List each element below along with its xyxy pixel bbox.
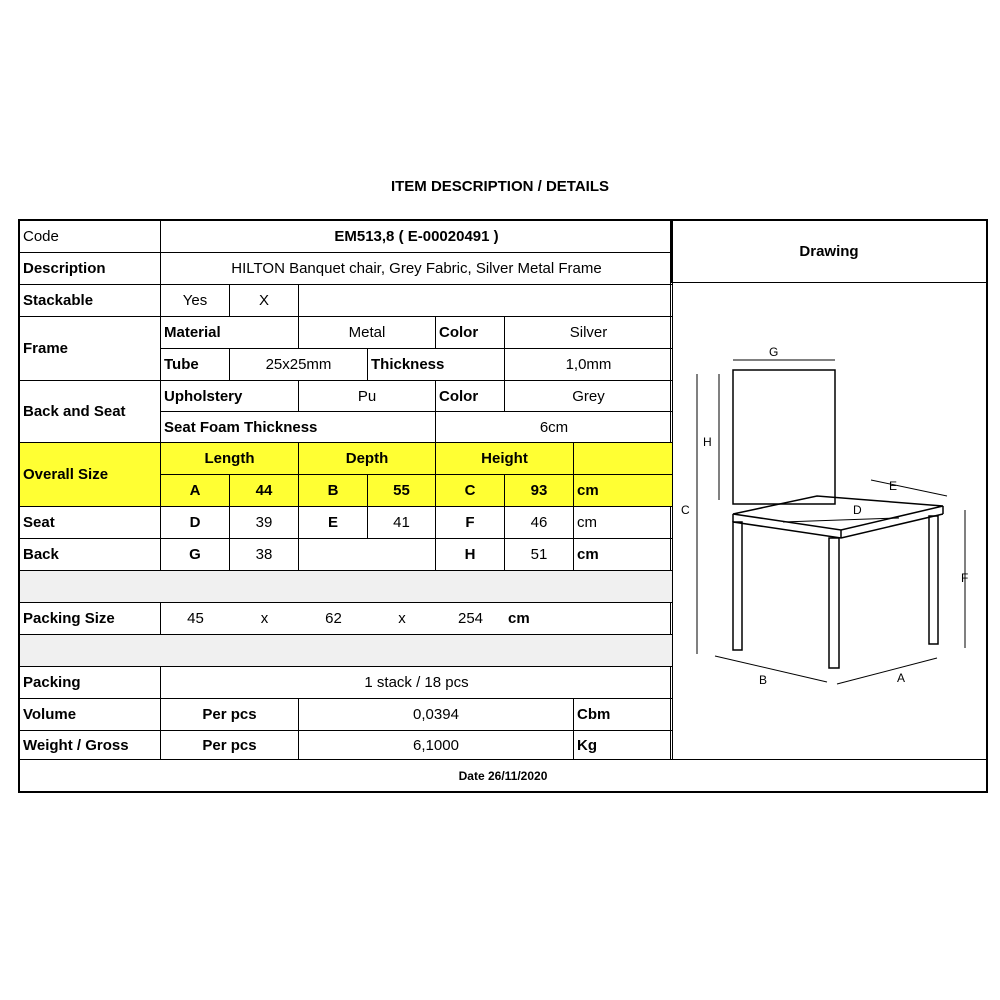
frame-color-value: Silver bbox=[505, 317, 673, 349]
frame-label: Frame bbox=[20, 317, 161, 381]
packing-value: 1 stack / 18 pcs bbox=[161, 667, 673, 699]
dim-c-value: 93 bbox=[505, 475, 574, 507]
height-header: Height bbox=[436, 443, 574, 475]
leg-back-right bbox=[929, 516, 938, 644]
dim-h-value: 51 bbox=[505, 539, 574, 571]
dim-h-letter: H bbox=[436, 539, 505, 571]
back-empty bbox=[299, 539, 436, 571]
seat-label: Seat bbox=[20, 507, 161, 539]
packing-size-v1: 45 bbox=[161, 603, 230, 635]
drawing-panel bbox=[671, 282, 988, 760]
material-value: Metal bbox=[299, 317, 436, 349]
dim-a-value: 44 bbox=[230, 475, 299, 507]
dim-a-line bbox=[837, 658, 937, 684]
dim-e-line bbox=[871, 480, 947, 496]
label-a: A bbox=[897, 671, 906, 685]
page-title: ITEM DESCRIPTION / DETAILS bbox=[390, 178, 610, 195]
packing-size-v3: 254 bbox=[436, 603, 505, 635]
depth-header: Depth bbox=[299, 443, 436, 475]
weight-value: 6,1000 bbox=[299, 731, 574, 760]
back-unit: cm bbox=[574, 539, 673, 571]
stackable-mark: X bbox=[230, 285, 299, 317]
dim-c-letter: C bbox=[436, 475, 505, 507]
frame-color-label: Color bbox=[436, 317, 505, 349]
packing-size-unit: cm bbox=[505, 603, 673, 635]
packing-size-v2: 62 bbox=[299, 603, 368, 635]
volume-value: 0,0394 bbox=[299, 699, 574, 731]
label-g: G bbox=[769, 345, 779, 359]
code-label: Code bbox=[20, 221, 161, 253]
back-label: Back bbox=[20, 539, 161, 571]
back-seat-label: Back and Seat bbox=[20, 381, 161, 443]
foam-value: 6cm bbox=[436, 412, 673, 443]
dim-d-letter: D bbox=[161, 507, 230, 539]
packing-label: Packing bbox=[20, 667, 161, 699]
material-label: Material bbox=[161, 317, 299, 349]
dim-a-letter: A bbox=[161, 475, 230, 507]
overall-size-label: Overall Size bbox=[20, 443, 161, 507]
seat-color-label: Color bbox=[436, 381, 505, 412]
foam-label: Seat Foam Thickness bbox=[161, 412, 436, 443]
label-d: D bbox=[853, 503, 862, 517]
weight-label: Weight / Gross bbox=[20, 731, 161, 760]
dim-d-value: 39 bbox=[230, 507, 299, 539]
label-h: H bbox=[703, 435, 712, 449]
date-footer: Date 26/11/2020 bbox=[18, 759, 988, 793]
dim-g-letter: G bbox=[161, 539, 230, 571]
packing-size-label: Packing Size bbox=[20, 603, 161, 635]
length-header: Length bbox=[161, 443, 299, 475]
dim-b-letter: B bbox=[299, 475, 368, 507]
drawing-header: Drawing bbox=[671, 219, 988, 283]
dim-b-line bbox=[715, 656, 827, 682]
packing-size-x1: x bbox=[230, 603, 299, 635]
weight-unit: Kg bbox=[574, 731, 673, 760]
volume-per: Per pcs bbox=[161, 699, 299, 731]
tube-value: 25x25mm bbox=[230, 349, 368, 381]
volume-label: Volume bbox=[20, 699, 161, 731]
seat-color-value: Grey bbox=[505, 381, 673, 412]
volume-unit: Cbm bbox=[574, 699, 673, 731]
leg-front-right bbox=[829, 538, 839, 668]
stackable-yes: Yes bbox=[161, 285, 230, 317]
weight-per: Per pcs bbox=[161, 731, 299, 760]
thickness-label: Thickness bbox=[368, 349, 505, 381]
label-c: C bbox=[681, 503, 690, 517]
overall-empty bbox=[574, 443, 673, 475]
separator-band-2 bbox=[20, 635, 673, 667]
description-label: Description bbox=[20, 253, 161, 285]
dim-b-value: 55 bbox=[368, 475, 436, 507]
tube-label: Tube bbox=[161, 349, 230, 381]
dim-f-value: 46 bbox=[505, 507, 574, 539]
upholstery-label: Upholstery bbox=[161, 381, 299, 412]
upholstery-value: Pu bbox=[299, 381, 436, 412]
dim-g-value: 38 bbox=[230, 539, 299, 571]
stackable-empty bbox=[299, 285, 673, 317]
dim-e-value: 41 bbox=[368, 507, 436, 539]
overall-unit: cm bbox=[574, 475, 673, 507]
seat-unit: cm bbox=[574, 507, 673, 539]
label-f: F bbox=[961, 571, 969, 585]
details-table bbox=[18, 219, 671, 760]
thickness-value: 1,0mm bbox=[505, 349, 673, 381]
label-b: B bbox=[759, 673, 768, 687]
chair-drawing bbox=[671, 282, 986, 759]
label-e: E bbox=[889, 479, 898, 493]
seat-shape bbox=[733, 496, 943, 530]
dim-f-letter: F bbox=[436, 507, 505, 539]
separator-band bbox=[20, 571, 673, 603]
description-value: HILTON Banquet chair, Grey Fabric, Silver Metal Frame bbox=[161, 253, 673, 285]
stackable-label: Stackable bbox=[20, 285, 161, 317]
dim-e-letter: E bbox=[299, 507, 368, 539]
leg-front-left bbox=[733, 522, 742, 650]
packing-size-x2: x bbox=[368, 603, 436, 635]
code-value: EM513,8 ( E-00020491 ) bbox=[161, 221, 673, 253]
backrest-shape bbox=[733, 370, 835, 504]
